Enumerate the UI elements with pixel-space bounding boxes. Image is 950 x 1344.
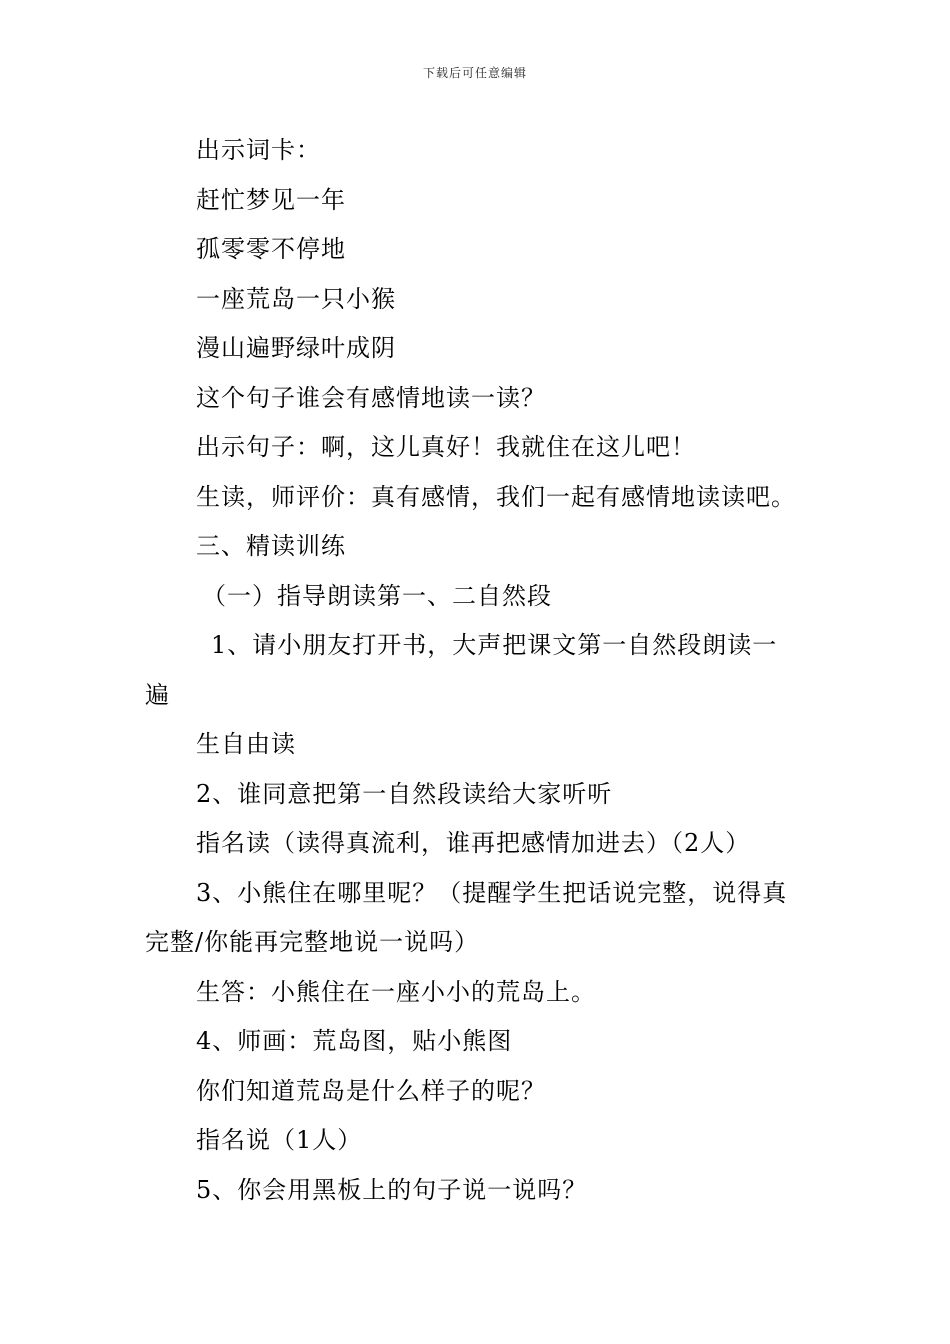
page-header: 下载后可任意编辑 bbox=[422, 66, 527, 80]
step-3-line-2: 完整/你能再完整地说一说吗） bbox=[145, 928, 480, 956]
subsection-heading-guided-reading: （一）指导朗读第一、二自然段 bbox=[202, 581, 552, 610]
step-2: 2、谁同意把第一自然段读给大家听听 bbox=[196, 779, 613, 808]
step-5: 5、你会用黑板上的句子说一说吗？ bbox=[196, 1175, 588, 1204]
paragraph-student-reads: 生读，师评价：真有感情，我们一起有感情地读读吧。 bbox=[196, 482, 796, 511]
step-3-line-1: 3、小熊住在哪里呢？（提醒学生把话说完整，说得真 bbox=[196, 878, 788, 907]
word-card-line-1: 赶忙梦见一年 bbox=[196, 185, 346, 214]
paragraph-who-reads: 这个句子谁会有感情地读一读？ bbox=[196, 383, 546, 412]
document-body bbox=[145, 126, 815, 1215]
paragraph-student-answer: 生答：小熊住在一座小小的荒岛上。 bbox=[196, 977, 596, 1006]
step-1-line-1: 1、请小朋友打开书，大声把课文第一自然段朗读一 bbox=[211, 631, 778, 659]
paragraph-island-question: 你们知道荒岛是什么样子的呢？ bbox=[196, 1076, 546, 1105]
step-1-line-2: 遍 bbox=[145, 680, 170, 709]
word-card-line-3: 一座荒岛一只小猴 bbox=[196, 284, 396, 313]
paragraph-show-sentence: 出示句子：啊，这儿真好！我就住在这儿吧！ bbox=[196, 433, 696, 461]
word-card-line-4: 漫山遍野绿叶成阴 bbox=[196, 334, 396, 362]
paragraph-show-word-cards: 出示词卡： bbox=[196, 136, 321, 164]
paragraph-free-reading: 生自由读 bbox=[196, 730, 296, 758]
paragraph-named-reading: 指名读（读得真流利，谁再把感情加进去）（2人） bbox=[196, 829, 751, 857]
step-4: 4、师画：荒岛图，贴小熊图 bbox=[196, 1027, 513, 1055]
paragraph-named-speaking: 指名说（1人） bbox=[196, 1126, 363, 1154]
word-card-line-2: 孤零零不停地 bbox=[196, 235, 346, 263]
section-heading-intensive-reading: 三、精读训练 bbox=[196, 532, 346, 560]
